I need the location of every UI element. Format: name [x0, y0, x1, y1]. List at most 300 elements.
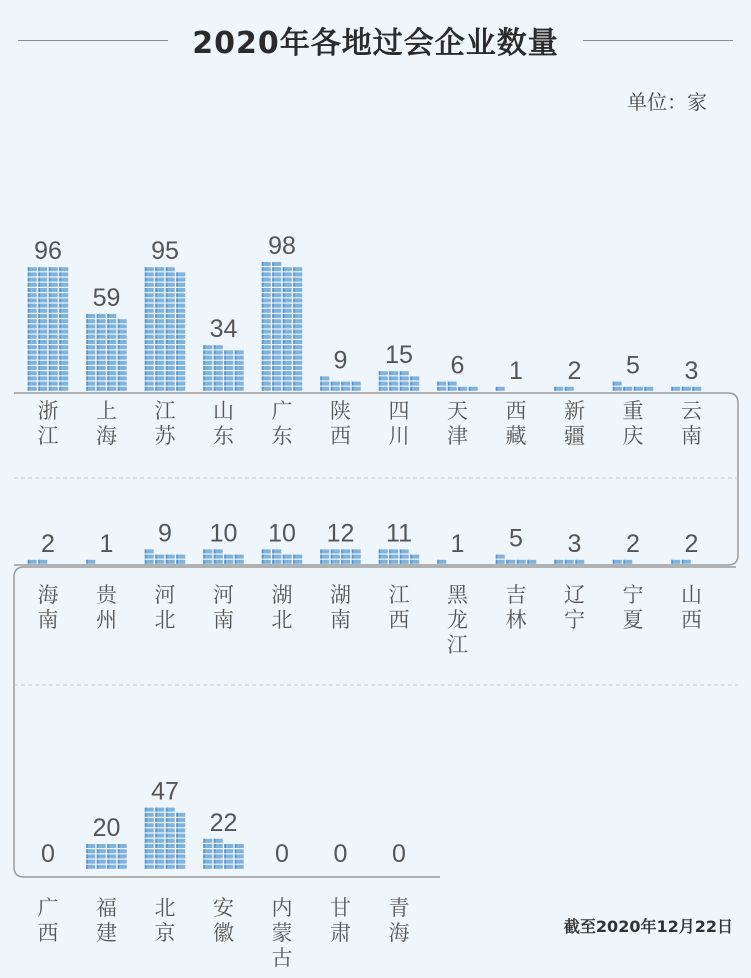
company-icon — [262, 293, 264, 297]
company-icon — [400, 560, 402, 564]
category-label: 内 — [271, 896, 293, 920]
company-icon — [145, 860, 147, 864]
company-icon — [496, 560, 498, 564]
company-icon — [341, 387, 343, 391]
company-icon — [145, 324, 147, 328]
company-icon — [118, 860, 120, 864]
company-icon — [97, 324, 99, 328]
category-label: 河 — [154, 583, 176, 607]
company-icon — [262, 376, 264, 380]
category-label: 天 — [447, 399, 468, 423]
company-icon — [341, 382, 343, 386]
company-icon — [86, 844, 88, 848]
company-icon — [176, 288, 178, 292]
company-icon — [496, 387, 498, 391]
company-icon — [38, 345, 40, 349]
company-icon — [145, 278, 147, 282]
company-icon — [145, 854, 147, 858]
company-icon — [272, 560, 274, 564]
company-icon — [203, 356, 205, 360]
company-icon — [692, 387, 694, 391]
company-icon — [293, 330, 295, 334]
company-icon — [214, 345, 216, 349]
company-icon — [235, 371, 237, 375]
company-icon — [400, 555, 402, 559]
company-icon — [86, 319, 88, 323]
company-icon — [145, 366, 147, 370]
value-label: 1 — [509, 356, 523, 385]
company-icon — [49, 340, 51, 344]
company-icon — [671, 560, 673, 564]
company-icon — [379, 560, 381, 564]
company-icon — [224, 387, 226, 391]
company-icon — [293, 304, 295, 308]
company-icon — [283, 278, 285, 282]
company-icon — [176, 844, 178, 848]
value-label: 5 — [509, 524, 523, 553]
company-icon — [293, 335, 295, 339]
company-icon — [118, 319, 120, 323]
company-icon — [107, 844, 109, 848]
company-icon — [283, 560, 285, 564]
company-icon — [155, 345, 157, 349]
category-label: 东 — [271, 424, 293, 448]
company-icon — [235, 382, 237, 386]
company-icon — [49, 278, 51, 282]
company-icon — [155, 865, 157, 869]
company-icon — [272, 371, 274, 375]
company-icon — [272, 267, 274, 271]
category-label: 北 — [271, 608, 293, 632]
value-label: 96 — [34, 237, 62, 266]
company-icon — [283, 366, 285, 370]
company-icon — [293, 283, 295, 287]
company-icon — [176, 272, 178, 276]
company-icon — [145, 839, 147, 843]
category-label: 山 — [213, 399, 234, 423]
category-label: 北 — [154, 896, 176, 920]
company-icon — [155, 356, 157, 360]
company-icon — [28, 350, 30, 354]
company-icon — [379, 376, 381, 380]
company-icon — [145, 319, 147, 323]
company-icon — [214, 555, 216, 559]
company-icon — [224, 560, 226, 564]
company-icon — [38, 371, 40, 375]
company-icon — [224, 361, 226, 365]
company-icon — [155, 335, 157, 339]
company-icon — [352, 382, 354, 386]
company-icon — [38, 356, 40, 360]
company-icon — [166, 267, 168, 271]
category-label: 福 — [96, 896, 117, 920]
company-icon — [28, 309, 30, 313]
value-label: 2 — [626, 529, 640, 558]
company-icon — [59, 361, 61, 365]
company-icon — [565, 387, 567, 391]
company-icon — [97, 854, 99, 858]
company-icon — [203, 387, 205, 391]
company-icon — [145, 350, 147, 354]
company-icon — [469, 387, 471, 391]
company-icon — [38, 340, 40, 344]
company-icon — [118, 350, 120, 354]
company-icon — [118, 854, 120, 858]
company-icon — [176, 293, 178, 297]
company-icon — [272, 330, 274, 334]
company-icon — [214, 849, 216, 853]
company-icon — [176, 309, 178, 313]
company-icon — [145, 309, 147, 313]
category-label: 西 — [388, 608, 410, 632]
company-icon — [400, 376, 402, 380]
company-icon — [283, 382, 285, 386]
company-icon — [145, 865, 147, 869]
company-icon — [97, 865, 99, 869]
value-label: 10 — [209, 519, 238, 548]
company-icon — [214, 860, 216, 864]
company-icon — [38, 350, 40, 354]
company-icon — [49, 272, 51, 276]
company-icon — [49, 376, 51, 380]
company-icon — [155, 309, 157, 313]
company-icon — [176, 839, 178, 843]
company-icon — [262, 335, 264, 339]
company-icon — [214, 350, 216, 354]
company-icon — [38, 283, 40, 287]
company-icon — [352, 549, 354, 553]
value-label: 59 — [92, 284, 121, 312]
company-icon — [176, 319, 178, 323]
company-icon — [118, 340, 120, 344]
company-icon — [145, 298, 147, 302]
company-icon — [59, 371, 61, 375]
company-icon — [49, 345, 51, 349]
company-icon — [410, 387, 412, 391]
company-icon — [166, 356, 168, 360]
company-icon — [262, 309, 264, 313]
company-icon — [224, 350, 226, 354]
company-icon — [118, 387, 120, 391]
company-icon — [145, 283, 147, 287]
company-icon — [176, 818, 178, 822]
company-icon — [400, 382, 402, 386]
company-icon — [320, 555, 322, 559]
company-icon — [97, 844, 99, 848]
company-icon — [389, 555, 391, 559]
company-icon — [155, 854, 157, 858]
company-icon — [49, 283, 51, 287]
company-icon — [166, 854, 168, 858]
company-icon — [86, 387, 88, 391]
category-label: 甘 — [330, 896, 351, 920]
company-icon — [28, 335, 30, 339]
company-icon — [166, 376, 168, 380]
company-icon — [272, 304, 274, 308]
company-icon — [49, 350, 51, 354]
company-icon — [145, 823, 147, 827]
company-icon — [59, 272, 61, 276]
company-icon — [86, 860, 88, 864]
company-icon — [293, 356, 295, 360]
category-label: 西 — [330, 424, 351, 448]
company-icon — [49, 319, 51, 323]
category-label: 贵 — [96, 583, 117, 607]
company-icon — [283, 350, 285, 354]
company-icon — [38, 319, 40, 323]
company-icon — [389, 560, 391, 564]
company-icon — [28, 267, 30, 271]
company-icon — [107, 350, 109, 354]
company-icon — [155, 267, 157, 271]
company-icon — [86, 371, 88, 375]
company-icon — [49, 335, 51, 339]
company-icon — [379, 382, 381, 386]
company-icon — [107, 854, 109, 858]
company-icon — [107, 335, 109, 339]
company-icon — [283, 309, 285, 313]
company-icon — [272, 387, 274, 391]
company-icon — [145, 314, 147, 318]
category-label: 陕 — [330, 399, 351, 423]
value-label: 0 — [392, 840, 406, 868]
company-icon — [293, 340, 295, 344]
value-label: 98 — [268, 232, 296, 260]
company-icon — [176, 340, 178, 344]
company-icon — [38, 278, 40, 282]
company-icon — [283, 345, 285, 349]
company-icon — [176, 387, 178, 391]
company-icon — [28, 382, 30, 386]
company-icon — [437, 387, 439, 391]
company-icon — [389, 376, 391, 380]
company-icon — [293, 298, 295, 302]
company-icon — [166, 834, 168, 838]
company-icon — [155, 849, 157, 853]
company-icon — [272, 283, 274, 287]
company-icon — [214, 854, 216, 858]
company-icon — [203, 854, 205, 858]
category-label: 湖 — [271, 583, 293, 607]
category-label: 津 — [447, 424, 468, 448]
category-label: 川 — [388, 424, 410, 448]
company-icon — [97, 356, 99, 360]
company-icon — [166, 319, 168, 323]
company-icon — [145, 293, 147, 297]
company-icon — [86, 560, 88, 564]
category-label: 宁 — [564, 608, 585, 632]
company-icon — [437, 382, 439, 386]
company-icon — [214, 839, 216, 843]
company-icon — [293, 324, 295, 328]
company-icon — [272, 314, 274, 318]
company-icon — [97, 366, 99, 370]
company-icon — [166, 849, 168, 853]
company-icon — [97, 361, 99, 365]
company-icon — [554, 387, 556, 391]
company-icon — [166, 304, 168, 308]
company-icon — [379, 549, 381, 553]
company-icon — [155, 808, 157, 812]
category-label: 四 — [388, 399, 410, 423]
company-icon — [155, 314, 157, 318]
category-label: 吉 — [505, 583, 527, 607]
category-label: 海 — [37, 583, 59, 607]
company-icon — [86, 324, 88, 328]
company-icon — [97, 335, 99, 339]
company-icon — [49, 304, 51, 308]
value-label: 1 — [99, 529, 114, 558]
company-icon — [38, 366, 40, 370]
company-icon — [203, 382, 205, 386]
company-icon — [86, 849, 88, 853]
company-icon — [28, 304, 30, 308]
company-icon — [86, 335, 88, 339]
company-icon — [575, 560, 577, 564]
company-icon — [283, 272, 285, 276]
company-icon — [293, 345, 295, 349]
category-label: 夏 — [622, 608, 644, 632]
company-icon — [145, 361, 147, 365]
company-icon — [145, 382, 147, 386]
company-icon — [176, 335, 178, 339]
category-label: 龙 — [447, 608, 468, 632]
category-label: 浙 — [37, 399, 59, 423]
company-icon — [176, 345, 178, 349]
unit-label: 单位：家 — [627, 90, 707, 114]
company-icon — [283, 314, 285, 318]
company-icon — [49, 293, 51, 297]
company-icon — [86, 350, 88, 354]
company-icon — [235, 361, 237, 365]
company-icon — [341, 549, 343, 553]
company-icon — [107, 340, 109, 344]
company-icon — [59, 314, 61, 318]
company-icon — [166, 361, 168, 365]
company-icon — [166, 839, 168, 843]
category-label: 建 — [96, 921, 117, 945]
company-icon — [86, 854, 88, 858]
company-icon — [28, 340, 30, 344]
company-icon — [293, 288, 295, 292]
company-icon — [166, 371, 168, 375]
value-label: 2 — [41, 529, 55, 558]
company-icon — [107, 319, 109, 323]
company-icon — [28, 371, 30, 375]
company-icon — [176, 371, 178, 375]
company-icon — [272, 298, 274, 302]
company-icon — [214, 382, 216, 386]
company-icon — [59, 345, 61, 349]
company-icon — [448, 387, 450, 391]
company-icon — [331, 549, 333, 553]
company-icon — [155, 828, 157, 832]
company-icon — [38, 298, 40, 302]
company-icon — [293, 309, 295, 313]
company-icon — [176, 350, 178, 354]
company-icon — [203, 345, 205, 349]
company-icon — [49, 361, 51, 365]
company-icon — [118, 345, 120, 349]
company-icon — [623, 560, 625, 564]
company-icon — [644, 387, 646, 391]
company-icon — [38, 272, 40, 276]
company-icon — [97, 340, 99, 344]
category-label: 广 — [271, 399, 293, 423]
value-label: 22 — [209, 808, 238, 837]
company-icon — [214, 371, 216, 375]
company-icon — [623, 387, 625, 391]
company-icon — [203, 839, 205, 843]
company-icon — [214, 376, 216, 380]
company-icon — [145, 387, 147, 391]
company-icon — [272, 309, 274, 313]
company-icon — [379, 371, 381, 375]
category-label: 新 — [564, 399, 585, 423]
company-icon — [176, 304, 178, 308]
company-icon — [166, 350, 168, 354]
company-icon — [176, 314, 178, 318]
company-icon — [176, 366, 178, 370]
company-icon — [262, 356, 264, 360]
company-icon — [203, 549, 205, 553]
company-icon — [352, 560, 354, 564]
category-label: 海 — [388, 921, 410, 945]
company-icon — [389, 371, 391, 375]
company-icon — [97, 371, 99, 375]
company-icon — [176, 324, 178, 328]
company-icon — [283, 356, 285, 360]
company-icon — [28, 283, 30, 287]
category-label: 西 — [505, 399, 527, 423]
company-icon — [272, 288, 274, 292]
company-icon — [389, 549, 391, 553]
company-icon — [283, 319, 285, 323]
company-icon — [272, 335, 274, 339]
company-icon — [166, 288, 168, 292]
company-icon — [59, 356, 61, 360]
company-icon — [166, 298, 168, 302]
company-icon — [341, 560, 343, 564]
category-label: 北 — [154, 608, 176, 632]
company-icon — [176, 834, 178, 838]
company-icon — [283, 298, 285, 302]
company-icon — [155, 371, 157, 375]
company-icon — [235, 555, 237, 559]
company-icon — [262, 387, 264, 391]
company-icon — [155, 376, 157, 380]
company-icon — [437, 560, 439, 564]
company-icon — [224, 865, 226, 869]
company-icon — [214, 366, 216, 370]
company-icon — [107, 382, 109, 386]
company-icon — [496, 555, 498, 559]
company-icon — [272, 293, 274, 297]
company-icon — [97, 314, 99, 318]
company-icon — [118, 324, 120, 328]
company-icon — [28, 387, 30, 391]
company-icon — [262, 267, 264, 271]
company-icon — [28, 356, 30, 360]
company-icon — [28, 293, 30, 297]
company-icon — [28, 314, 30, 318]
company-icon — [59, 288, 61, 292]
company-icon — [410, 555, 412, 559]
company-icon — [118, 366, 120, 370]
company-icon — [320, 382, 322, 386]
company-icon — [176, 865, 178, 869]
company-icon — [235, 865, 237, 869]
